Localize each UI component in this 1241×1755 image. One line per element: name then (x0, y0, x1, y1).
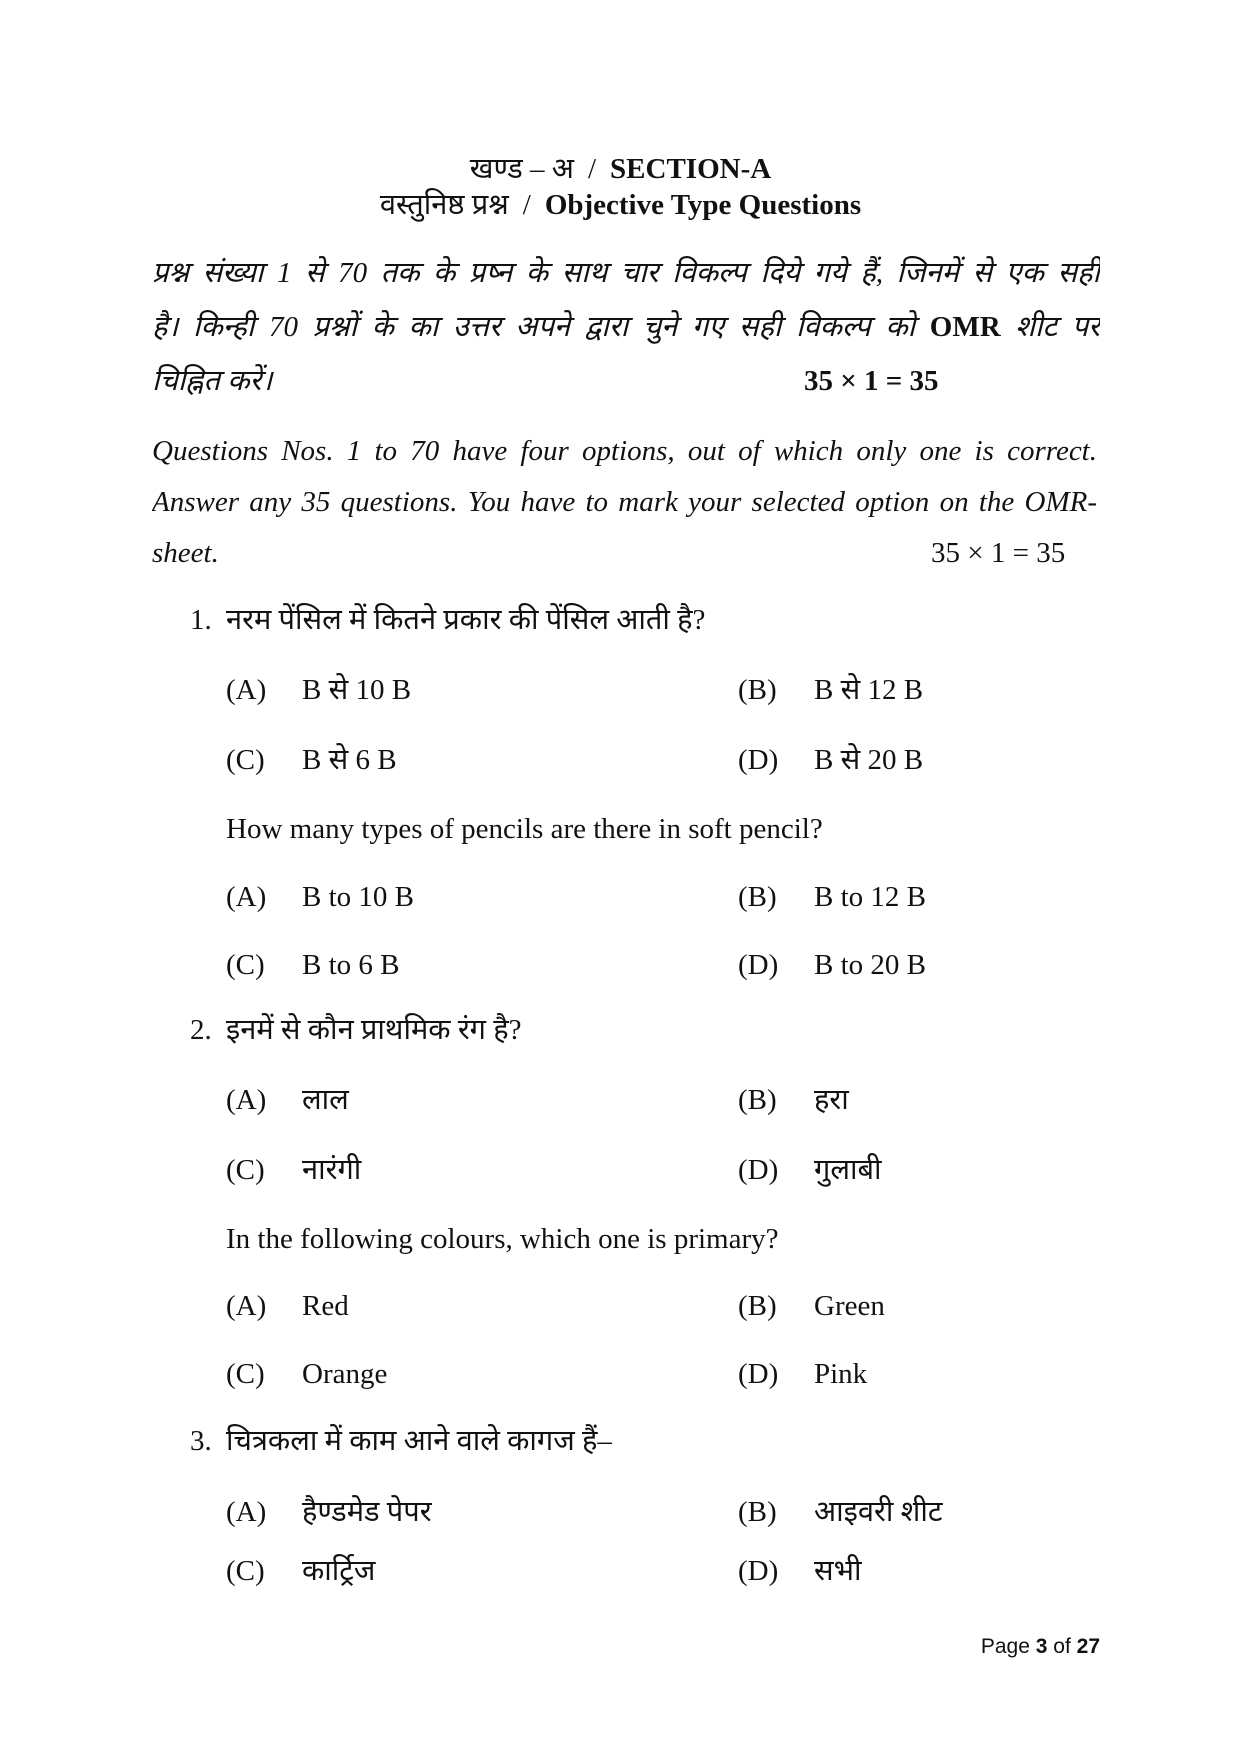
question-type-hindi: वस्तुनिष्ठ प्रश्न (379, 189, 509, 221)
option-text: B से 20 B (814, 744, 924, 776)
option-text: नारंगी (302, 1154, 362, 1186)
option-a (226, 1492, 666, 1532)
option-text: B to 10 B (302, 881, 414, 913)
option-text: B to 6 B (302, 949, 400, 981)
hindi-instruction-line-2-end: शीट पर (1015, 311, 1100, 343)
option-label: (B) (738, 1084, 777, 1116)
hindi-instruction-line-3: चिह्नित करें। (152, 365, 273, 397)
option-b (738, 1286, 1178, 1326)
question-text-hindi: नरम पेंसिल में कितने प्रकार की पेंसिल आती है? (226, 604, 706, 636)
option-a (226, 670, 666, 710)
option-b (738, 1080, 1178, 1120)
question-type-separator: / (522, 189, 531, 221)
hindi-instruction-line-1: प्रश्न संख्या 1 से 70 तक के प्रष्न के साथ चार विकल्प दिये गये हैं, जिनमें से एक सही (152, 257, 1100, 289)
hindi-instruction-line-2 (152, 307, 1100, 347)
question-text-english: How many types of pencils are there in soft pencil? (226, 813, 823, 845)
option-text: गुलाबी (814, 1154, 882, 1186)
option-label: (D) (738, 1555, 779, 1587)
option-label: (C) (226, 744, 265, 776)
option-c (226, 1354, 666, 1394)
option-label: (A) (226, 674, 267, 706)
option-b (738, 670, 1178, 710)
option-label: (D) (738, 1358, 779, 1390)
option-label: (A) (226, 1496, 267, 1528)
option-label: (B) (738, 1290, 777, 1322)
page-of-label: of (1053, 1635, 1071, 1658)
option-b (738, 1492, 1178, 1532)
question-type-heading (0, 185, 1241, 225)
option-d (738, 740, 1178, 780)
question-number: 1. (190, 604, 212, 636)
page-number-footer (981, 1633, 1100, 1661)
section-heading-hindi: खण्ड – अ (469, 153, 574, 185)
option-label: (A) (226, 1084, 267, 1116)
option-label: (B) (738, 881, 777, 913)
question-text-hindi: चित्रकला में काम आने वाले कागज हैं– (226, 1425, 612, 1457)
option-text: B से 6 B (302, 744, 397, 776)
option-c (226, 1150, 666, 1190)
english-instruction-line-2: Answer any 35 questions. You have to mark your selected option on the OMR- (152, 486, 1097, 518)
option-label: (C) (226, 1154, 265, 1186)
option-text: सभी (814, 1555, 862, 1587)
hindi-marks: 35 × 1 = 35 (804, 365, 939, 397)
option-a (226, 1286, 666, 1326)
page-label: Page (980, 1635, 1030, 1658)
option-d (738, 1354, 1178, 1394)
option-a (226, 1080, 666, 1120)
option-label: (A) (226, 881, 267, 913)
option-text: B to 12 B (814, 881, 926, 913)
total-pages: 27 (1076, 1635, 1100, 1658)
option-text: Pink (814, 1358, 868, 1390)
option-label: (A) (226, 1290, 267, 1322)
option-c (226, 1551, 666, 1591)
option-label: (D) (738, 1154, 779, 1186)
question-text-hindi: इनमें से कौन प्राथमिक रंग है? (226, 1014, 522, 1046)
option-text: Red (302, 1290, 349, 1322)
option-c (226, 740, 666, 780)
option-d (738, 1150, 1178, 1190)
hindi-instruction-line-2-text: है। किन्ही 70 प्रश्नों के का उत्तर अपने द्वारा चुने गए सही विकल्प को (152, 311, 916, 343)
option-label: (C) (226, 949, 265, 981)
option-label: (D) (738, 949, 779, 981)
option-text: हरा (814, 1084, 849, 1116)
option-text: B to 20 B (814, 949, 926, 981)
option-b (738, 877, 1178, 917)
option-text: Orange (302, 1358, 388, 1390)
option-label: (B) (738, 1496, 777, 1528)
current-page: 3 (1035, 1635, 1048, 1658)
section-heading (0, 149, 1241, 189)
option-text: हैण्डमेड पेपर (302, 1496, 432, 1528)
question-type-english: Objective Type Questions (544, 189, 862, 221)
english-instruction-line-3: sheet. (152, 537, 219, 569)
option-label: (C) (226, 1358, 265, 1390)
option-text: B से 12 B (814, 674, 924, 706)
option-text: B से 10 B (302, 674, 412, 706)
question-number: 2. (190, 1014, 212, 1046)
option-c (226, 945, 666, 985)
option-d (738, 1551, 1178, 1591)
omr-label: OMR (929, 311, 1001, 343)
section-heading-separator: / (587, 153, 597, 185)
option-text: आइवरी शीट (814, 1496, 943, 1528)
english-marks: 35 × 1 = 35 (931, 537, 1066, 569)
option-d (738, 945, 1178, 985)
english-instruction-line-1: Questions Nos. 1 to 70 have four options, out of which only one is correct. (152, 435, 1097, 467)
option-a (226, 877, 666, 917)
question-text-english: In the following colours, which one is primary? (226, 1223, 779, 1255)
option-text: कार्ट्रिज (302, 1555, 376, 1587)
question-number: 3. (190, 1425, 212, 1457)
option-label: (B) (738, 674, 777, 706)
option-label: (D) (738, 744, 779, 776)
option-label: (C) (226, 1555, 265, 1587)
section-heading-english: SECTION-A (610, 153, 772, 185)
option-text: Green (814, 1290, 885, 1322)
option-text: लाल (302, 1084, 349, 1116)
